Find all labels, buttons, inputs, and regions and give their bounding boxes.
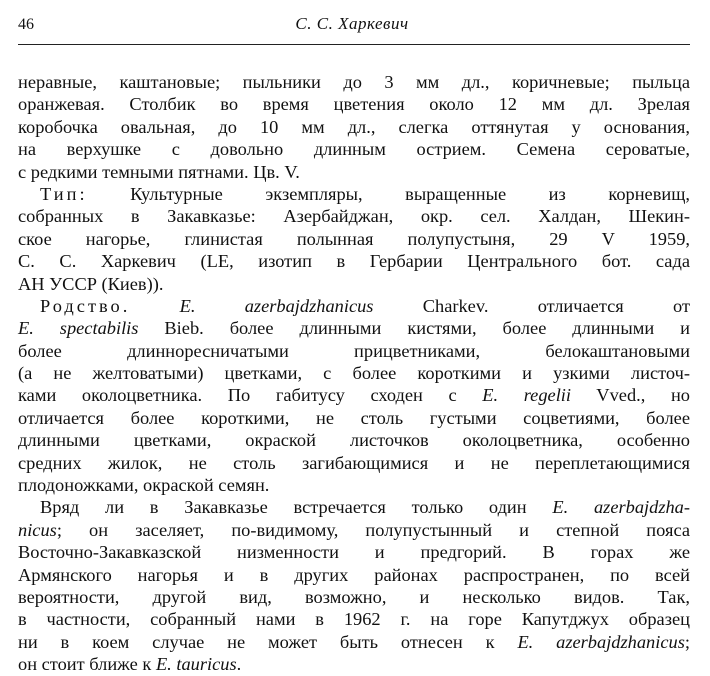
text-line [18, 474, 690, 496]
italic-taxon: E. azerbajdzhanicus [517, 631, 685, 652]
text-segment: коробочка овальная, до 10 мм дл., слегка оттянутая у основания, [18, 116, 690, 137]
text-segment: Культурные экземпляры, выращенные из корневищ, [87, 183, 690, 204]
text-line [18, 93, 690, 115]
text-segment: более длинноресничатыми прицветниками, белокаштановыми [18, 340, 690, 361]
body-text [18, 71, 690, 676]
text-line [18, 608, 690, 630]
text-segment: отличается более короткими, не столь густыми соцветиями, более [18, 407, 690, 428]
italic-taxon: E. azerbajdzhanicus [179, 295, 374, 316]
running-head: С. С. Харкевич [295, 14, 409, 33]
text-segment: плодоножками, окраской семян. [18, 475, 270, 496]
text-segment: Charkev. отличается от [373, 295, 690, 316]
text-line [18, 653, 690, 675]
italic-taxon: E. spectabilis [18, 318, 139, 339]
text-segment [130, 296, 179, 316]
text-segment: ни в коем случае не может быть отнесен к [18, 631, 518, 652]
text-line [18, 496, 690, 518]
text-line [18, 250, 690, 272]
italic-taxon: E. tauricus [155, 654, 237, 675]
text-line [18, 452, 690, 474]
page [18, 14, 690, 676]
text-segment: ками околоцветника. По габитусу сходен с [18, 385, 483, 406]
text-line [18, 228, 690, 250]
text-segment: Vved., но [571, 385, 690, 406]
text-line [18, 317, 690, 339]
text-segment: Восточно-Закавказской низменности и предгорий. В горах же [18, 542, 690, 563]
text-segment: неравные, каштановые; пыльники до 3 мм дл., коричневые; пыльца [18, 72, 690, 92]
text-segment: (а не желтоватыми) цветками, с более короткими и узкими листоч- [18, 363, 690, 384]
text-segment: собранных в Закавказье: Азербайджан, окр. сел. Халдан, Шекин- [18, 206, 690, 227]
header-rule [18, 44, 690, 45]
text-line [18, 138, 690, 160]
text-line [18, 384, 690, 406]
text-line [18, 295, 690, 317]
text-line [18, 586, 690, 608]
text-line [18, 183, 690, 205]
text-segment: ; он заселяет, по-видимому, полупустынный и степной пояса [56, 519, 690, 540]
text-segment: на верхушке с довольно длинным острием. Семена сероватые, [18, 139, 690, 160]
text-line [18, 273, 690, 295]
text-segment: Bieb. более длинными кистями, более длинными и [138, 318, 690, 339]
text-segment: АН УССР (Киев)). [18, 273, 164, 294]
text-line [18, 161, 690, 183]
text-line [18, 541, 690, 563]
text-segment: он стоит ближе к [18, 654, 156, 675]
text-segment: вероятности, другой вид, возможно, и несколько видов. Так, [18, 586, 690, 607]
text-line [18, 71, 690, 93]
text-line [18, 116, 690, 138]
text-line [18, 564, 690, 586]
text-segment: с редкими темными пятнами. Цв. V. [18, 161, 300, 182]
text-line [18, 340, 690, 362]
text-segment: Вряд ли в Закавказье встречается только один [40, 497, 553, 518]
text-segment: оранжевая. Столбик во время цветения около 12 мм дл. Зрелая [18, 94, 690, 115]
spaced-heading: Тип: [40, 183, 88, 204]
text-line [18, 519, 690, 541]
text-segment: в частности, собранный нами в 1962 г. на горе Капутджух образец [18, 609, 690, 630]
text-segment: длинными цветками, окраской листочков околоцветника, особенно [18, 430, 690, 451]
text-line [18, 205, 690, 227]
spaced-heading: Родство. [40, 295, 131, 316]
text-line [18, 362, 690, 384]
text-line [18, 631, 690, 653]
text-segment: Армянского нагорья и в других районах распространен, по всей [18, 564, 690, 585]
text-segment: С. С. Харкевич (LE, изотип в Гербарии Центрального бот. сада [18, 251, 690, 272]
text-line [18, 429, 690, 451]
italic-taxon: nicus [18, 519, 57, 540]
text-segment: ; [684, 631, 690, 652]
page-header [18, 14, 690, 36]
text-line [18, 407, 690, 429]
italic-taxon: E. regelii [482, 385, 572, 406]
page-number: 46 [18, 16, 34, 33]
text-segment: . [236, 654, 242, 675]
text-segment: ское нагорье, глинистая полынная полупустыня, 29 V 1959, [18, 228, 690, 249]
italic-taxon: E. azerbajdzha- [552, 497, 691, 518]
text-segment: средних жилок, не столь загибающимися и не переплетающимися [18, 452, 690, 473]
